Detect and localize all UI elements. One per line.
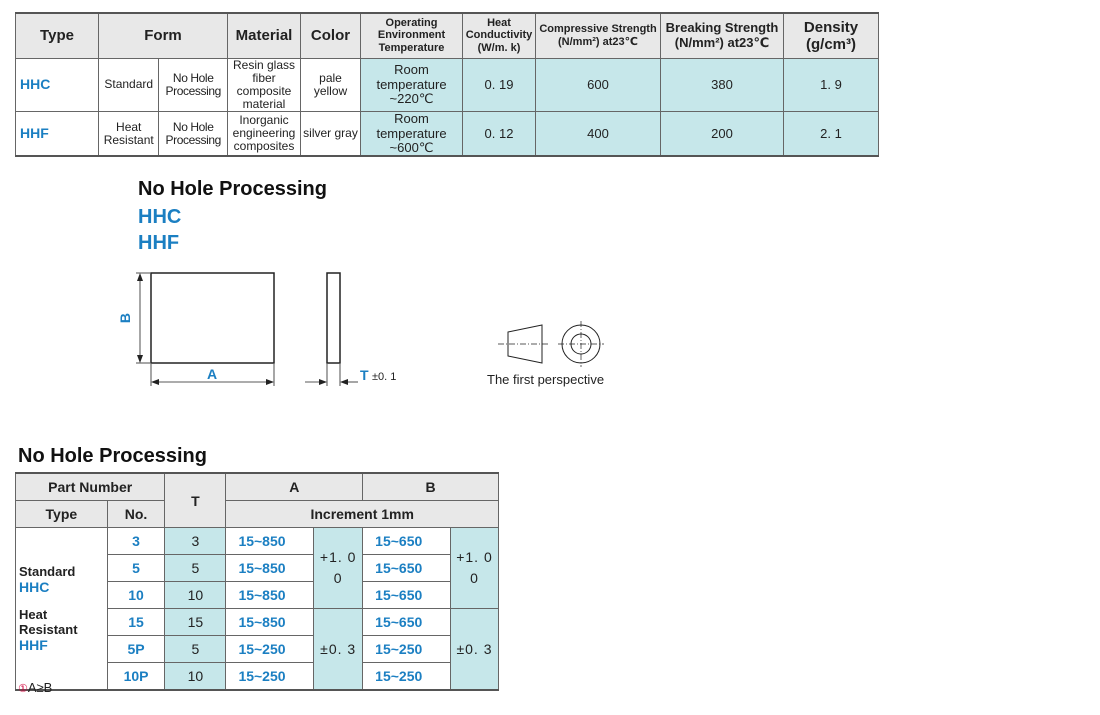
op-temp-line2: ~220℃ bbox=[389, 91, 434, 107]
header-heat-line2: Conductivity bbox=[465, 29, 533, 42]
a-tol-lower: 0 bbox=[333, 570, 343, 586]
header-part-number: Part Number bbox=[16, 473, 165, 501]
material-cell: Resin glass fiber composite material bbox=[228, 58, 301, 112]
color-cell: pale yellow bbox=[301, 58, 361, 112]
drawing-title: No Hole Processing bbox=[138, 178, 327, 200]
a-range-cell: 15~250 bbox=[226, 663, 314, 691]
group-code-hhc: HHC bbox=[19, 579, 50, 595]
a-range-cell: 15~850 bbox=[226, 555, 314, 582]
plate-drawing bbox=[100, 260, 420, 395]
header-compressive-strength bbox=[536, 13, 661, 58]
dimensions-table bbox=[15, 472, 499, 691]
note-marker-icon: ① bbox=[18, 683, 28, 695]
a-tolerance-cell bbox=[314, 528, 363, 609]
first-angle-projection-icon bbox=[490, 318, 620, 370]
b-range-cell: 15~650 bbox=[363, 582, 451, 609]
dims-type-group-cell bbox=[16, 528, 108, 691]
header-break-line2: (N/mm²) at23℃ bbox=[674, 34, 770, 50]
b-arrow-top bbox=[137, 273, 143, 281]
a-range-cell: 15~850 bbox=[226, 609, 314, 636]
header-breaking-strength bbox=[661, 13, 784, 58]
op-temp-line1: Room temperature bbox=[376, 111, 447, 141]
header-heat-line1: Heat bbox=[487, 16, 511, 29]
dims-title: No Hole Processing bbox=[18, 445, 207, 467]
no-cell: 5P bbox=[107, 636, 165, 663]
t-arrow-left bbox=[319, 379, 327, 385]
type-cell: HHF bbox=[16, 112, 99, 156]
breaking-cell: 380 bbox=[661, 58, 784, 112]
b-range-cell: 15~650 bbox=[363, 609, 451, 636]
specs-header-row bbox=[16, 13, 879, 58]
header-form: Form bbox=[99, 13, 228, 58]
b-tolerance-cell-2: ±0. 3 bbox=[450, 609, 498, 691]
a-tolerance-cell-2: ±0. 3 bbox=[314, 609, 363, 691]
b-tol-lower: 0 bbox=[470, 570, 479, 586]
op-temp-line1: Room temperature bbox=[376, 62, 447, 92]
a-range-cell: 15~850 bbox=[226, 528, 314, 555]
header-density bbox=[784, 13, 879, 58]
label-t-tolerance: ±0. 1 bbox=[372, 371, 397, 383]
side-view-rect bbox=[327, 273, 340, 363]
heat-conductivity-cell: 0. 19 bbox=[463, 58, 536, 112]
b-range-cell: 15~650 bbox=[363, 528, 451, 555]
a-tol-upper: +1. 0 bbox=[319, 549, 357, 565]
dims-header-row-1 bbox=[16, 473, 499, 501]
no-cell: 15 bbox=[107, 609, 165, 636]
drawing-code-hhc: HHC bbox=[138, 206, 182, 228]
no-cell: 10 bbox=[107, 582, 165, 609]
op-temp-cell bbox=[361, 112, 463, 156]
no-cell: 10P bbox=[107, 663, 165, 691]
t-cell: 10 bbox=[165, 663, 226, 691]
header-color: Color bbox=[301, 13, 361, 58]
group-name-standard: Standard bbox=[19, 564, 76, 579]
type-cell: HHC bbox=[16, 58, 99, 112]
compressive-cell: 600 bbox=[536, 58, 661, 112]
header-b: B bbox=[363, 473, 499, 501]
b-range-cell: 15~650 bbox=[363, 555, 451, 582]
b-range-cell: 15~250 bbox=[363, 636, 451, 663]
a-range-cell: 15~250 bbox=[226, 636, 314, 663]
header-comp-line2: (N/mm²) at23℃ bbox=[558, 35, 638, 48]
header-no: No. bbox=[107, 501, 165, 528]
front-view-rect bbox=[151, 273, 274, 363]
header-heat-line3: (W/m. k) bbox=[477, 42, 521, 55]
specs-row-hhf bbox=[16, 112, 879, 156]
density-cell: 2. 1 bbox=[784, 112, 879, 156]
specs-table bbox=[15, 12, 879, 157]
t-cell: 5 bbox=[165, 636, 226, 663]
a-arrow-left bbox=[151, 379, 159, 385]
label-a: A bbox=[206, 366, 218, 382]
a-arrow-right bbox=[266, 379, 274, 385]
b-tolerance-cell bbox=[450, 528, 498, 609]
group-code-hhf: HHF bbox=[19, 637, 48, 653]
header-op-env-line2: Environment bbox=[377, 29, 446, 42]
header-dims-type: Type bbox=[16, 501, 108, 528]
form-processing-cell: No Hole Processing bbox=[159, 58, 228, 112]
op-temp-line2: ~600℃ bbox=[389, 139, 434, 155]
header-density-line1: Density bbox=[803, 18, 859, 36]
header-heat-conductivity bbox=[463, 13, 536, 58]
compressive-cell: 400 bbox=[536, 112, 661, 156]
header-a: A bbox=[226, 473, 363, 501]
t-cell: 3 bbox=[165, 528, 226, 555]
header-comp-line1: Compressive Strength bbox=[539, 23, 657, 36]
header-op-env-line3: Temperature bbox=[378, 42, 445, 55]
form-cell: Heat Resistant bbox=[99, 112, 159, 156]
heat-conductivity-cell: 0. 12 bbox=[463, 112, 536, 156]
a-range-cell: 15~850 bbox=[226, 582, 314, 609]
density-cell: 1. 9 bbox=[784, 58, 879, 112]
no-cell: 5 bbox=[107, 555, 165, 582]
breaking-cell: 200 bbox=[661, 112, 784, 156]
b-arrow-bottom bbox=[137, 355, 143, 363]
form-cell: Standard bbox=[99, 58, 159, 112]
header-operating-environment bbox=[361, 13, 463, 58]
no-cell: 3 bbox=[107, 528, 165, 555]
footnote bbox=[18, 680, 52, 695]
form-processing-cell: No Hole Processing bbox=[159, 112, 228, 156]
dims-header-row-2 bbox=[16, 501, 499, 528]
header-density-line2: (g/cm³) bbox=[806, 35, 856, 53]
t-cell: 5 bbox=[165, 555, 226, 582]
t-cell: 15 bbox=[165, 609, 226, 636]
header-material: Material bbox=[228, 13, 301, 58]
label-b: B bbox=[117, 312, 133, 324]
group-name-heat-resistant: Heat Resistant bbox=[19, 607, 78, 637]
header-t: T bbox=[165, 473, 226, 528]
note-text: A≥B bbox=[27, 680, 53, 695]
t-arrow-right bbox=[340, 379, 348, 385]
header-type: Type bbox=[16, 13, 99, 58]
header-increment: Increment 1mm bbox=[226, 501, 499, 528]
op-temp-cell bbox=[361, 58, 463, 112]
specs-row-hhc bbox=[16, 58, 879, 112]
label-t: T bbox=[360, 367, 369, 383]
perspective-label: The first perspective bbox=[487, 372, 605, 387]
color-cell: silver gray bbox=[301, 112, 361, 156]
material-cell: Inorganic engineering composites bbox=[228, 112, 301, 156]
drawing-code-hhf: HHF bbox=[138, 232, 180, 254]
t-cell: 10 bbox=[165, 582, 226, 609]
table-row bbox=[16, 528, 499, 555]
b-tol-upper: +1. 0 bbox=[456, 549, 493, 565]
header-op-env-line1: Operating bbox=[385, 16, 438, 29]
header-break-line1: Breaking Strength bbox=[665, 19, 779, 35]
b-range-cell: 15~250 bbox=[363, 663, 451, 691]
